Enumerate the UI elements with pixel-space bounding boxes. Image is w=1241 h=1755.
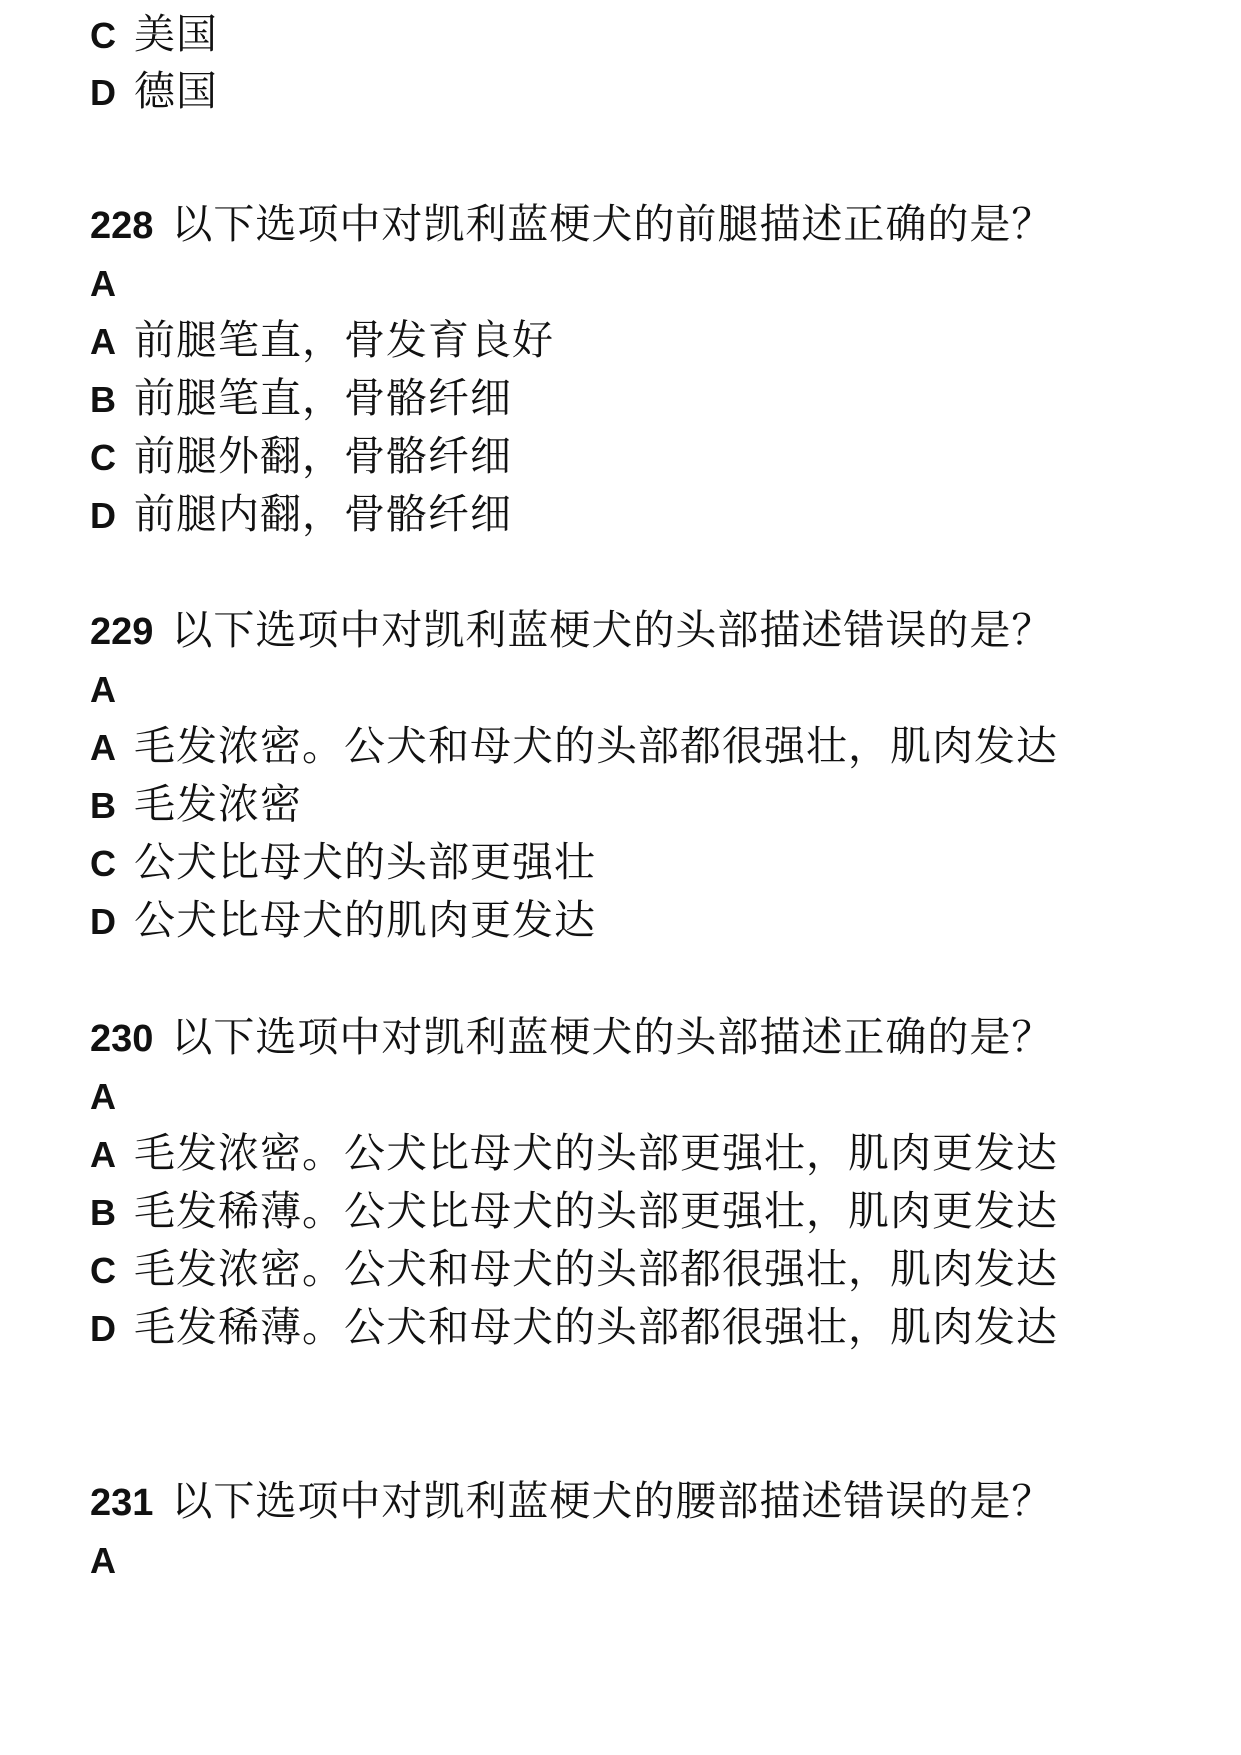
option-letter: C bbox=[90, 1250, 116, 1291]
question-text: 以下选项中对凯利蓝梗犬的前腿描述正确的是？ bbox=[171, 200, 1054, 248]
option-text: 毛发稀薄。公犬和母犬的头部都很强壮，肌肉发达 bbox=[134, 1303, 1058, 1351]
option-letter: A bbox=[90, 1134, 116, 1175]
option-text: 毛发稀薄。公犬比母犬的头部更强壮，肌肉更发达 bbox=[134, 1187, 1058, 1235]
option-text: 前腿内翻，骨骼纤细 bbox=[134, 490, 512, 538]
option-letter: A bbox=[90, 727, 116, 768]
question-title bbox=[90, 1005, 1053, 1069]
question-number: 230 bbox=[90, 1018, 154, 1060]
option-letter: C bbox=[90, 437, 116, 478]
option-letter: B bbox=[90, 1192, 116, 1233]
option-row bbox=[90, 424, 512, 488]
option-text: 前腿外翻，骨骼纤细 bbox=[134, 432, 512, 480]
option-letter: D bbox=[90, 1308, 116, 1349]
option-row bbox=[90, 1121, 1058, 1185]
answer-row bbox=[90, 1063, 116, 1127]
option-text: 毛发浓密。公犬比母犬的头部更强壮，肌肉更发达 bbox=[134, 1129, 1058, 1177]
question-number: 229 bbox=[90, 611, 154, 653]
option-text: 前腿笔直，骨骼纤细 bbox=[134, 374, 512, 422]
option-row bbox=[90, 830, 596, 894]
option-letter: D bbox=[90, 495, 116, 536]
option-row bbox=[90, 308, 554, 372]
question-title bbox=[90, 192, 1053, 256]
option-row bbox=[90, 772, 302, 836]
option-text: 公犬比母犬的头部更强壮 bbox=[134, 838, 596, 886]
option-letter: B bbox=[90, 379, 116, 420]
option-row bbox=[90, 714, 1058, 778]
option-text: 毛发浓密。公犬和母犬的头部都很强壮，肌肉发达 bbox=[134, 1245, 1058, 1293]
option-letter: D bbox=[90, 72, 116, 113]
answer-row bbox=[90, 250, 116, 314]
question-title bbox=[90, 598, 1053, 662]
question-text: 以下选项中对凯利蓝梗犬的头部描述错误的是？ bbox=[171, 606, 1054, 654]
option-text: 美国 bbox=[134, 10, 218, 58]
option-text: 德国 bbox=[134, 67, 218, 115]
option-text: 毛发浓密。公犬和母犬的头部都很强壮，肌肉发达 bbox=[134, 722, 1058, 770]
question-number: 231 bbox=[90, 1482, 154, 1524]
option-letter: D bbox=[90, 901, 116, 942]
answer-letter: A bbox=[90, 1540, 116, 1581]
answer-letter: A bbox=[90, 669, 116, 710]
option-row bbox=[90, 888, 596, 952]
option-letter: C bbox=[90, 15, 116, 56]
option-row bbox=[90, 1295, 1058, 1359]
question-title bbox=[90, 1469, 1053, 1533]
question-text: 以下选项中对凯利蓝梗犬的头部描述正确的是？ bbox=[171, 1013, 1054, 1061]
option-row bbox=[90, 482, 512, 546]
option-text: 毛发浓密 bbox=[134, 780, 302, 828]
option-letter: A bbox=[90, 321, 116, 362]
answer-row bbox=[90, 1527, 116, 1591]
question-text: 以下选项中对凯利蓝梗犬的腰部描述错误的是？ bbox=[171, 1477, 1054, 1525]
answer-row bbox=[90, 656, 116, 720]
option-text: 前腿笔直，骨发育良好 bbox=[134, 316, 554, 364]
question-number: 228 bbox=[90, 205, 154, 247]
option-row bbox=[90, 1237, 1058, 1301]
option-letter: C bbox=[90, 843, 116, 884]
option-row bbox=[90, 1179, 1058, 1243]
option-row bbox=[90, 2, 218, 66]
option-row bbox=[90, 366, 512, 430]
answer-letter: A bbox=[90, 1076, 116, 1117]
option-text: 公犬比母犬的肌肉更发达 bbox=[134, 896, 596, 944]
option-row bbox=[90, 59, 218, 123]
answer-letter: A bbox=[90, 263, 116, 304]
option-letter: B bbox=[90, 785, 116, 826]
